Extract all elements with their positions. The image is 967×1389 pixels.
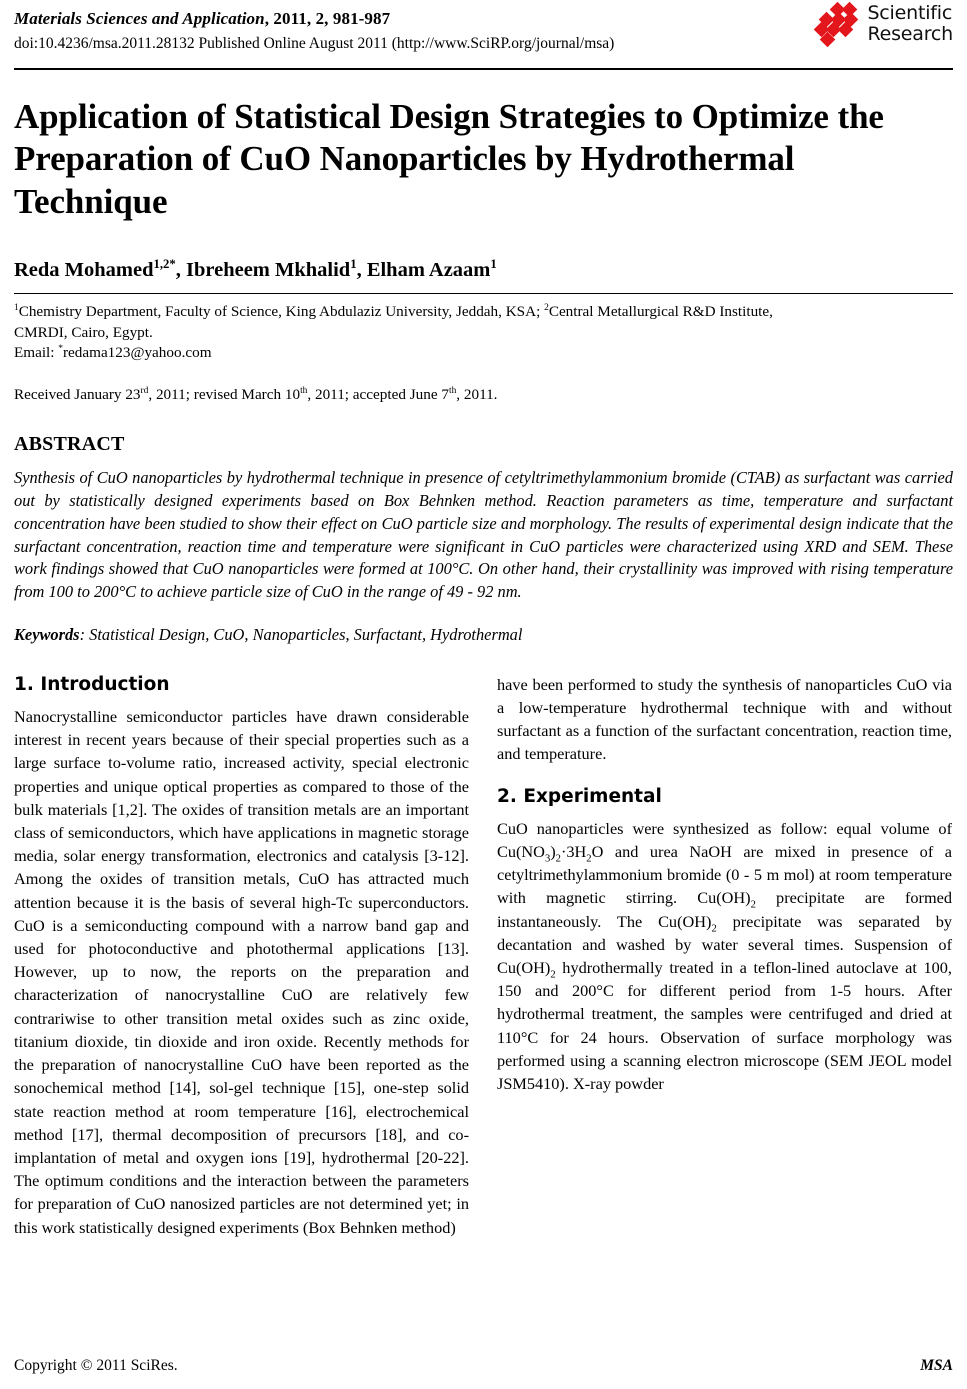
subscript-2: 2 [711,922,717,934]
ordinal-suffix: rd [140,386,149,397]
affiliation-1: Chemistry Department, Faculty of Science, King Abdulaziz University, Jeddah, KSA; [18,302,545,320]
affiliation-2: Central Metallurgical R&D Institute, [548,302,773,320]
subscript-2: 2 [586,853,592,865]
logo-wordmark [867,3,953,44]
doi-line: doi:10.4236/msa.2011.28132 Published Online August 2011 (http://www.SciRP.org/journal/msa) [14,34,615,52]
exp-text-f: hydrothermally treated in a teflon-lined autoclave at 100, 150 and 200°C for different period from 1-5 hours. After hydrothermal treatment, the samples were centrifuged and dried at 110°C for 24 hours. Observation of surface morphology was performed using a scanning electron microscope (SEM JEOL model JSM5410). X-ray powder [497,958,952,1094]
author-affil-marker: 1 [350,257,357,272]
header-divider [14,68,953,70]
section-heading-introduction: 1. Introduction [14,673,170,695]
author-list: Reda Mohamed$^{1,2*}$, Ibreheem Mkhalid$^1$, Elham Azaam$^1$ [14,257,497,282]
journal-title: Materials Sciences and Application [14,9,265,28]
logo-line-2: Research [867,23,953,45]
affiliation-line-2: CMRDI, Cairo, Egypt. [14,323,153,341]
experimental-paragraph: CuO nanoparticles were synthesized as follow: equal volume of $Cu(NO_3)_2\cdot 3H_2O$ and urea NaOH are mixed in presence of a cetyltrimethylammonium bromide (0 - 5 m mol) at room temperature with magnetic stirring. $Cu(OH)_2$ precipitate are formed instantaneously. The $Cu(OH)_2$ precipitate was separated by decantation and washed by water several times. Suspension of $Cu(OH)_2$ hydrothermally treated in a teflon-lined autoclave at 100, 150 and 200°C for different period from 1-5 hours. After hydrothermal treatment, the samples were centrifuged and dried at 110°C for 24 hours. Observation of surface morphology was performed using a scanning electron microscope (SEM JEOL model JSM5410). X-ray powder [497,818,952,1094]
keywords-label: Keywords [14,624,80,644]
exp-text-a: CuO nanoparticles were synthesized as follow: equal volume of Cu(NO [497,818,952,861]
affil-marker-2: 2 [544,302,549,313]
introduction-paragraph: Nanocrystalline semiconductor particles have drawn considerable interest in recent years because of their special properties such as a large surface to-volume ratio, increased activity, special electronic properties and unique optical properties as compared to those of the bulk materials [1,2]. The oxides of transition metals are an important class of semiconductors, which have applications in magnetic storage media, solar energy transformation, electronics and catalysis [3-12]. Among the oxides of transition metals, CuO has attracted much attention because it is the basis of several high-Tc superconductors. CuO is a semiconducting compound with a narrow band gap and used for photoconductive and photothermal applications [13]. However, up to now, the reports on the preparation and characterization of nanocrystalline CuO are relatively few contrariwise to other transition metal oxides such as zinc oxide, titanium dioxide, tin dioxide and iron oxide. Recently methods for the preparation of nanocrystalline CuO have been reported as the sonochemical method [14], sol-gel technique [15], one-step solid state reaction method at room temperature [16], electrochemical method [17], thermal decomposition of precursors [18], and co-implantation of metal and oxygen ions [19], hydrothermal [20-22]. The optimum conditions and the interaction between the parameters for preparation of CuO nanosized particles are not determined yet; in this work statistically designed experiments (Box Behnken method) [14,706,469,1237]
running-header [14,0,953,66]
journal-abbreviation: MSA [920,1357,953,1374]
exp-text-c: O and urea NaOH are mixed in presence of a cetyltrimethylammonium bromide (0 - 5 m mol) at room temperature with magnetic stirring. Cu(OH) [497,841,952,908]
abstract-heading: ABSTRACT [14,433,125,456]
subscript-2: 2 [550,969,556,981]
keywords-value: : Statistical Design, CuO, Nanoparticles, Surfactant, Hydrothermal [79,624,523,644]
body-columns [14,673,953,1239]
exp-text-e: precipitate was separated by decantation and washed by water several times. Suspension of Cu(OH) [497,911,952,978]
exp-text-d: precipitate are formed instantaneously. The Cu(OH) [497,888,952,931]
exp-text-b: ·3H [560,841,587,861]
email-label: Email: [14,344,59,362]
subscript-2: 2 [555,853,561,865]
page-title: Application of Statistical Design Strategies to Optimize the Preparation of CuO Nanoparticles by Hydrothermal Technique [14,97,884,221]
introduction-paragraph-continued: have been performed to study the synthesis of nanoparticles CuO via a low-temperature hydrothermal technique with and without surfactant as a function of the surfactant concentration, reaction time, and temperature. [497,674,952,764]
ordinal-suffix: th [448,386,457,397]
section-heading-experimental: 2. Experimental [497,785,662,807]
diamond-cluster-icon [816,2,860,46]
column-left [14,673,469,1239]
author-affil-marker: 1 [490,257,497,272]
author-divider [14,293,953,294]
column-right [497,673,952,1239]
affiliation-block [14,302,953,364]
logo-line-1: Scientific [867,2,953,25]
subscript-2: 2 [750,899,756,911]
journal-issue: , 2011, 2, 981-987 [264,9,391,28]
subscript-3: 3 [544,853,551,865]
author-affil-marker: 1,2* [153,257,176,272]
keywords-line [14,624,953,647]
email-marker: * [58,344,63,355]
page-footer [14,1357,953,1375]
ordinal-suffix: th [300,386,308,397]
scientific-research-logo [816,2,953,46]
abstract-text: Synthesis of CuO nanoparticles by hydrothermal technique in presence of cetyltrimethylammonium bromide (CTAB) as surfactant was carried out by statistically designed experiments based on Box Behnken method. Reaction parameters as time, temperature and surfactant concentration have been studied to show their effect on CuO particle size and morphology. The results of experimental design indicate that the surfactant concentration, reaction time and temperature were significant in CuO particles were characterized using XRD and SEM. These work findings showed that CuO nanoparticles were formed at 100°C. On other hand, their crystallinity was improved with rising temperature from 100 to 200°C to achieve particle size of CuO in the range of 49 - 92 nm. [14,468,953,602]
affil-marker-1: 1 [14,302,19,313]
received-dates: Received January 23rd, 2011; revised March 10th, 2011; accepted June 7th, 2011. [14,386,498,404]
journal-citation [14,8,953,31]
email-value[interactable]: redama123@yahoo.com [63,344,212,362]
copyright-notice: Copyright © 2011 SciRes. [14,1357,178,1374]
